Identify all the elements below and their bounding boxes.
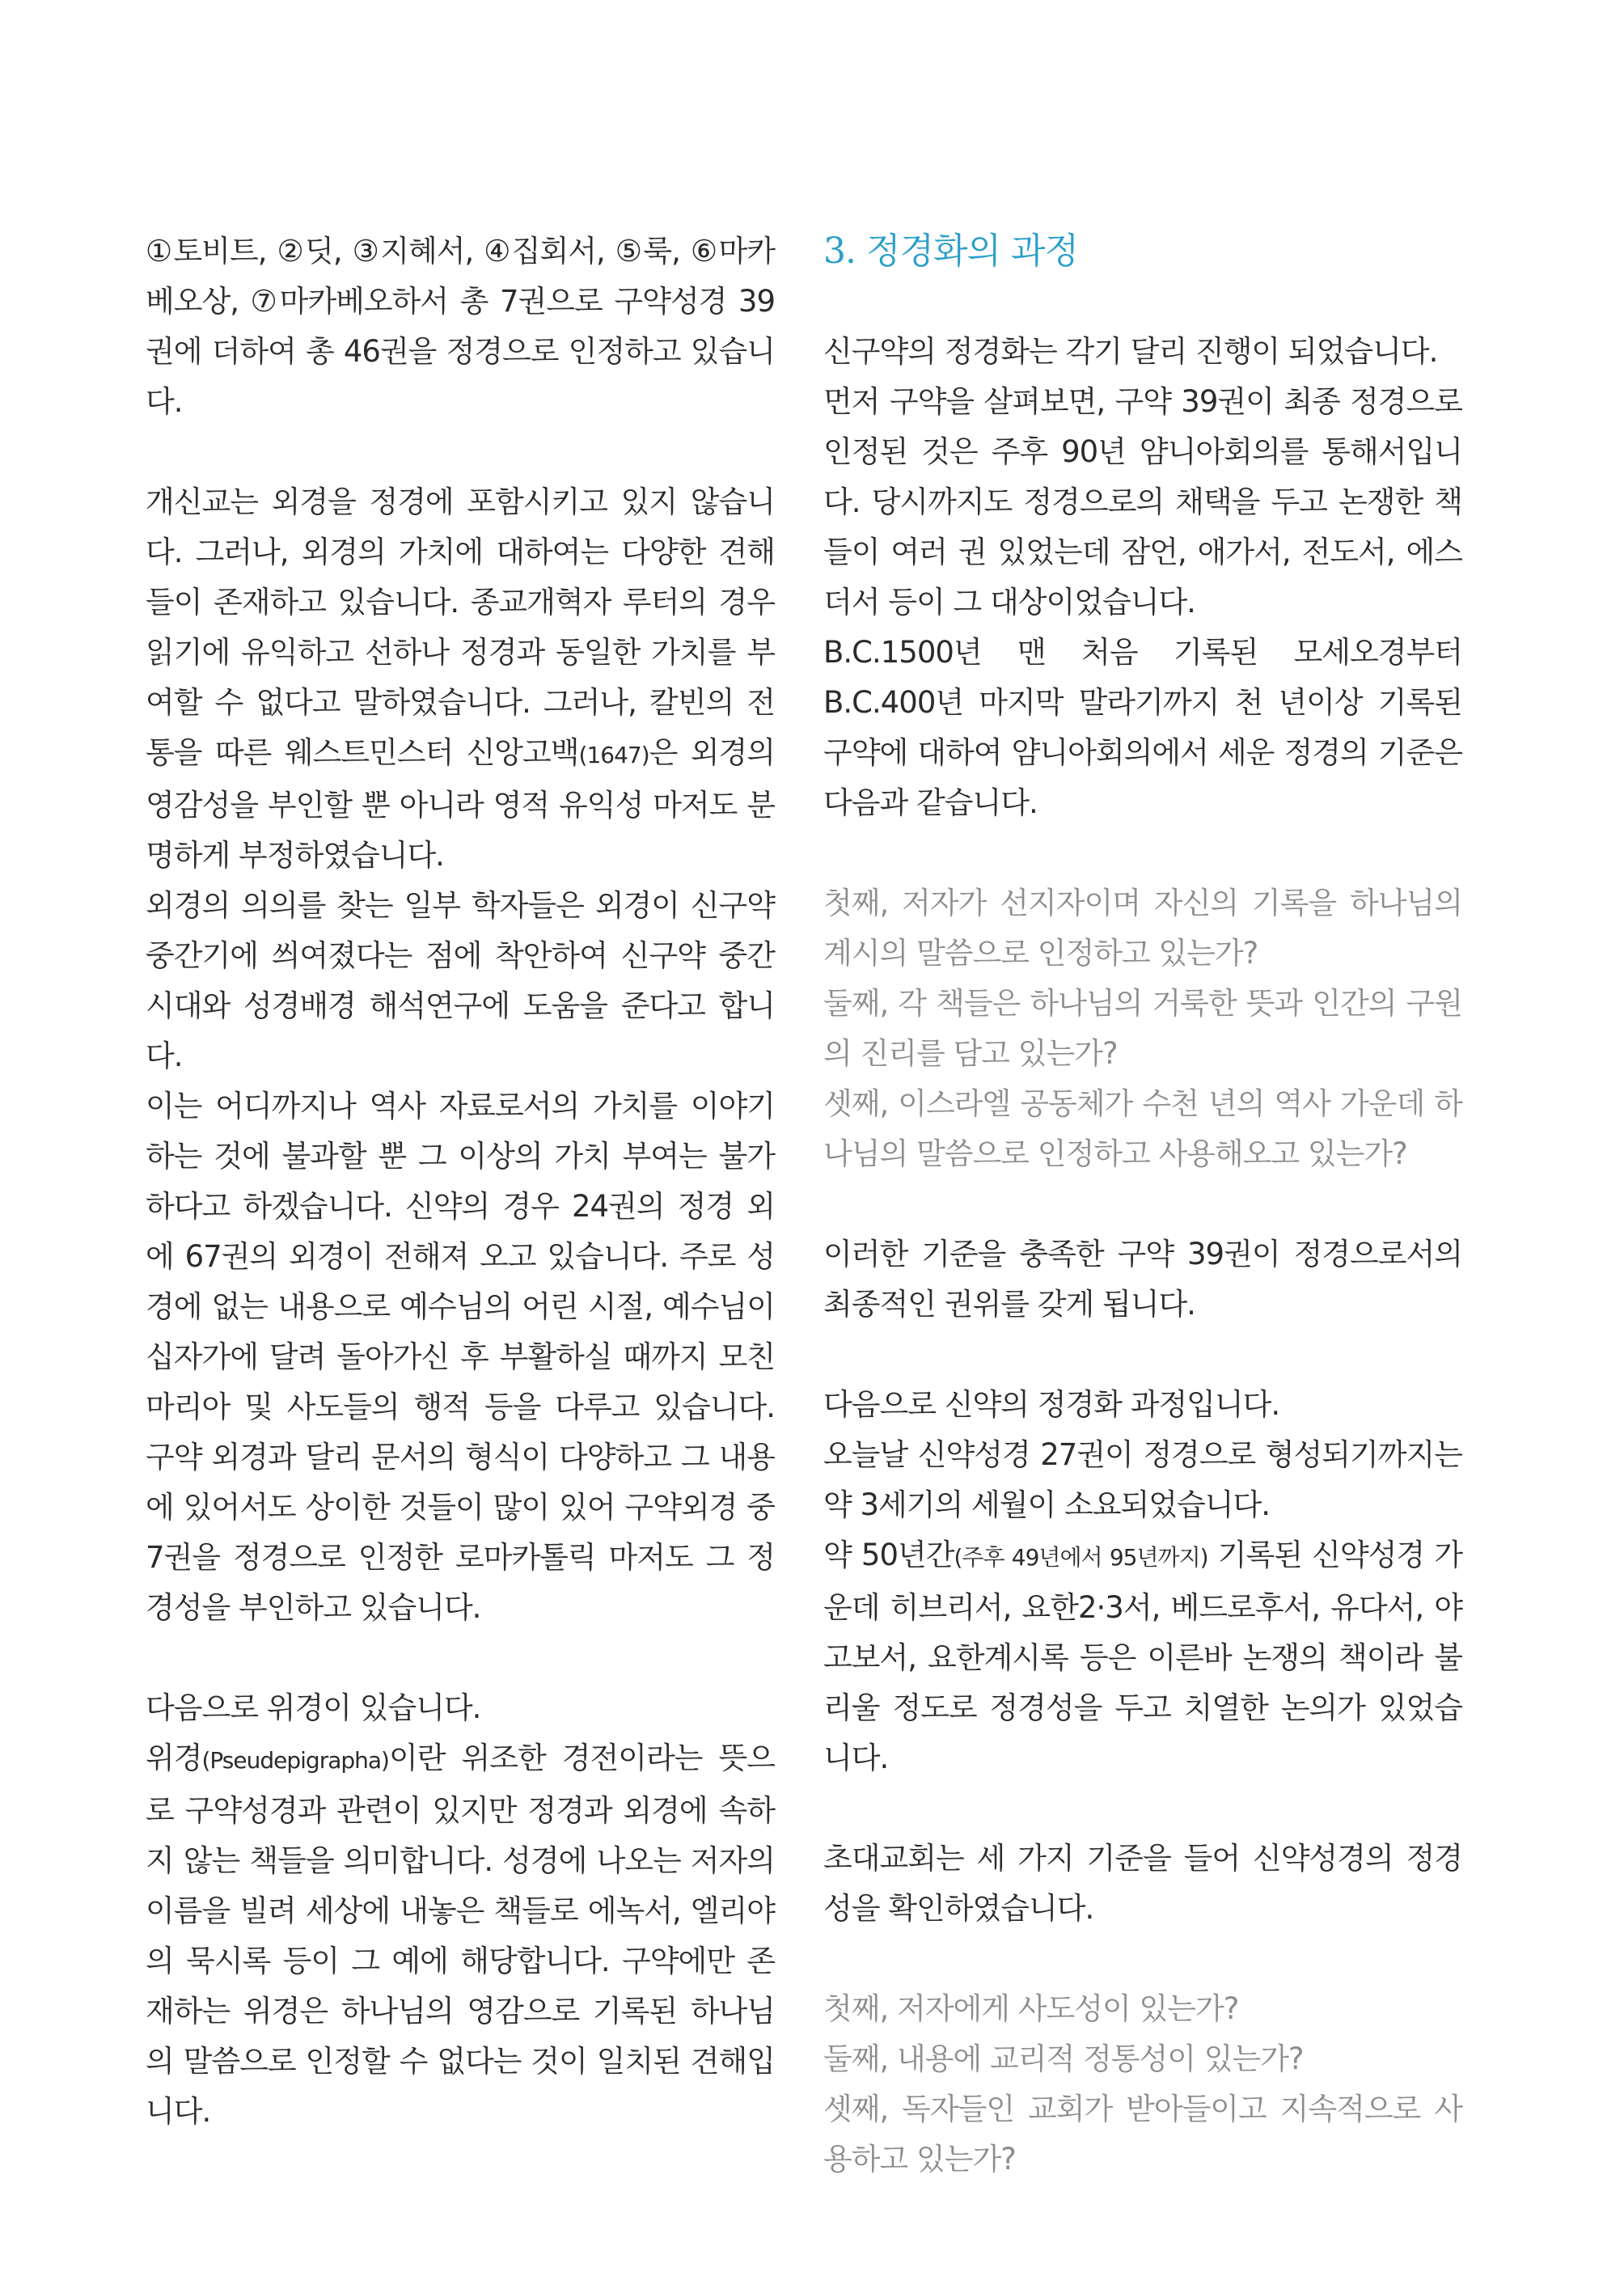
text-run: 개신교는 외경을 정경에 포함시키고 있지 않습니다. 그러나, 외경의 가치에 대하여는 다양한 견해들이 존재하고 있습니다. 종교개혁자 루터의 경우 읽기에 유익하고 선하나 정경과 동일한 가치를 부여할 수 없다고 말하였습니다. 그러나, 칼빈의 전통을 따른 웨스트민스터 신앙고백 (146, 484, 775, 770)
paragraph: 이는 어디까지나 역사 자료로서의 가치를 이야기하는 것에 불과할 뿐 그 이상의 가치 부여는 불가하다고 하겠습니다. 신약의 경우 24권의 정경 외에 67권의 외경이 전해져 오고 있습니다. 주로 성경에 없는 내용으로 예수님의 어린 시절, 예수님이 십자가에 달려 돌아가신 후 부활하실 때까지 모친 마리아 및 사도들의 행적 등을 다루고 있습니다. 구약 외경과 달리 문서의 형식이 다양하고 그 내용에 있어서도 상이한 것들이 많이 있어 구약외경 중 7권을 정경으로 인정한 로마카톨릭 마저도 그 정경성을 부인하고 있습니다. (146, 1089, 775, 1625)
paragraph: 먼저 구약을 살펴보면, 구약 39권이 최종 정경으로 인정된 것은 주후 90년 얌니아회의를 통해서입니다. 당시까지도 정경으로의 채택을 두고 논쟁한 책들이 여러 권 있었는데 잠언, 애가서, 전도서, 에스더서 등이 그 대상이었습니다. (823, 384, 1462, 620)
criterion-item: 첫째, 저자가 선지자이며 자신의 기록을 하나님의 계시의 말씀으로 인정하고 있는가? (823, 886, 1462, 971)
text-run-small: (1647) (578, 742, 649, 768)
criterion-item: 첫째, 저자에게 사도성이 있는가? (823, 1991, 1239, 2026)
paragraph: 다음으로 신약의 정경화 과정입니다. (823, 1387, 1280, 1422)
criterion-item: 둘째, 내용에 교리적 정통성이 있는가? (823, 2041, 1304, 2076)
paragraph: ①토비트, ②딧, ③지혜서, ④집회서, ⑤룩, ⑥마카베오상, ⑦마카베오하서 총 7권으로 구약성경 39권에 더하여 총 46권을 정경으로 인정하고 있습니다. (146, 234, 775, 419)
text-run: 위경 (146, 1741, 202, 1775)
paragraph (146, 477, 775, 881)
text-run-small: (Pseudepigrapha) (201, 1747, 389, 1774)
paragraph: B.C.1500년 맨 처음 기록된 모세오경부터 B.C.400년 마지막 말라기까지 천 년이상 기록된 구약에 대하여 얌니아회의에서 세운 정경의 기준은 다음과 같습니다. (823, 635, 1462, 820)
text-run: 약 50년간 (823, 1538, 954, 1572)
criterion-item: 셋째, 독자들인 교회가 받아들이고 지속적으로 사용하고 있는가? (823, 2092, 1462, 2177)
paragraph (823, 1530, 1462, 1783)
paragraph: 외경의 의의를 찾는 일부 학자들은 외경이 신구약 중간기에 씌여졌다는 점에 착안하여 신구약 중간시대와 성경배경 해석연구에 도움을 준다고 합니다. (146, 888, 775, 1073)
text-run: 이란 위조한 경전이라는 뜻으로 구약성경과 관련이 있지만 정경과 외경에 속하지 않는 책들을 의미합니다. 성경에 나오는 저자의 이름을 빌려 세상에 내놓은 책들로 에녹서, 엘리야의 묵시록 등이 그 예에 해당합니다. 구약에만 존재하는 위경은 하나님의 영감으로 기록된 하나님의 말씀으로 인정할 수 없다는 것이 일치된 견해입니다. (146, 1741, 775, 2129)
text-run-small: (주후 49년에서 95년까지) (954, 1544, 1208, 1571)
text-run: 기록된 신약성경 가운데 히브리서, 요한2·3서, 베드로후서, 유다서, 야고보서, 요한계시록 등은 이른바 논쟁의 책이라 불리울 정도로 정경성을 두고 치열한 논의가 있었습니다. (823, 1538, 1462, 1775)
paragraph: 오늘날 신약성경 27권이 정경으로 형성되기까지는 약 3세기의 세월이 소요되었습니다. (823, 1437, 1462, 1522)
paragraph: 초대교회는 세 가지 기준을 들어 신약성경의 정경성을 확인하였습니다. (823, 1841, 1462, 1926)
criterion-item: 셋째, 이스라엘 공동체가 수천 년의 역사 가운데 하나님의 말씀으로 인정하고 사용해오고 있는가? (823, 1086, 1462, 1171)
left-column (146, 226, 775, 2137)
paragraph: 이러한 기준을 충족한 구약 39권이 정경으로서의 최종적인 권위를 갖게 됩니다. (823, 1237, 1462, 1322)
section-heading: 3. 정경화의 과정 (823, 231, 1078, 272)
paragraph: 신구약의 정경화는 각기 달리 진행이 되었습니다. (823, 334, 1438, 369)
right-column (823, 226, 1462, 2185)
paragraph (146, 1733, 775, 2137)
paragraph: 다음으로 위경이 있습니다. (146, 1690, 481, 1725)
text-run: 은 외경의 영감성을 부인할 뿐 아니라 영적 유익성 마저도 분명하게 부정하였습니다. (146, 735, 776, 873)
criterion-item: 둘째, 각 책들은 하나님의 거룩한 뜻과 인간의 구원의 진리를 담고 있는가? (823, 986, 1462, 1071)
